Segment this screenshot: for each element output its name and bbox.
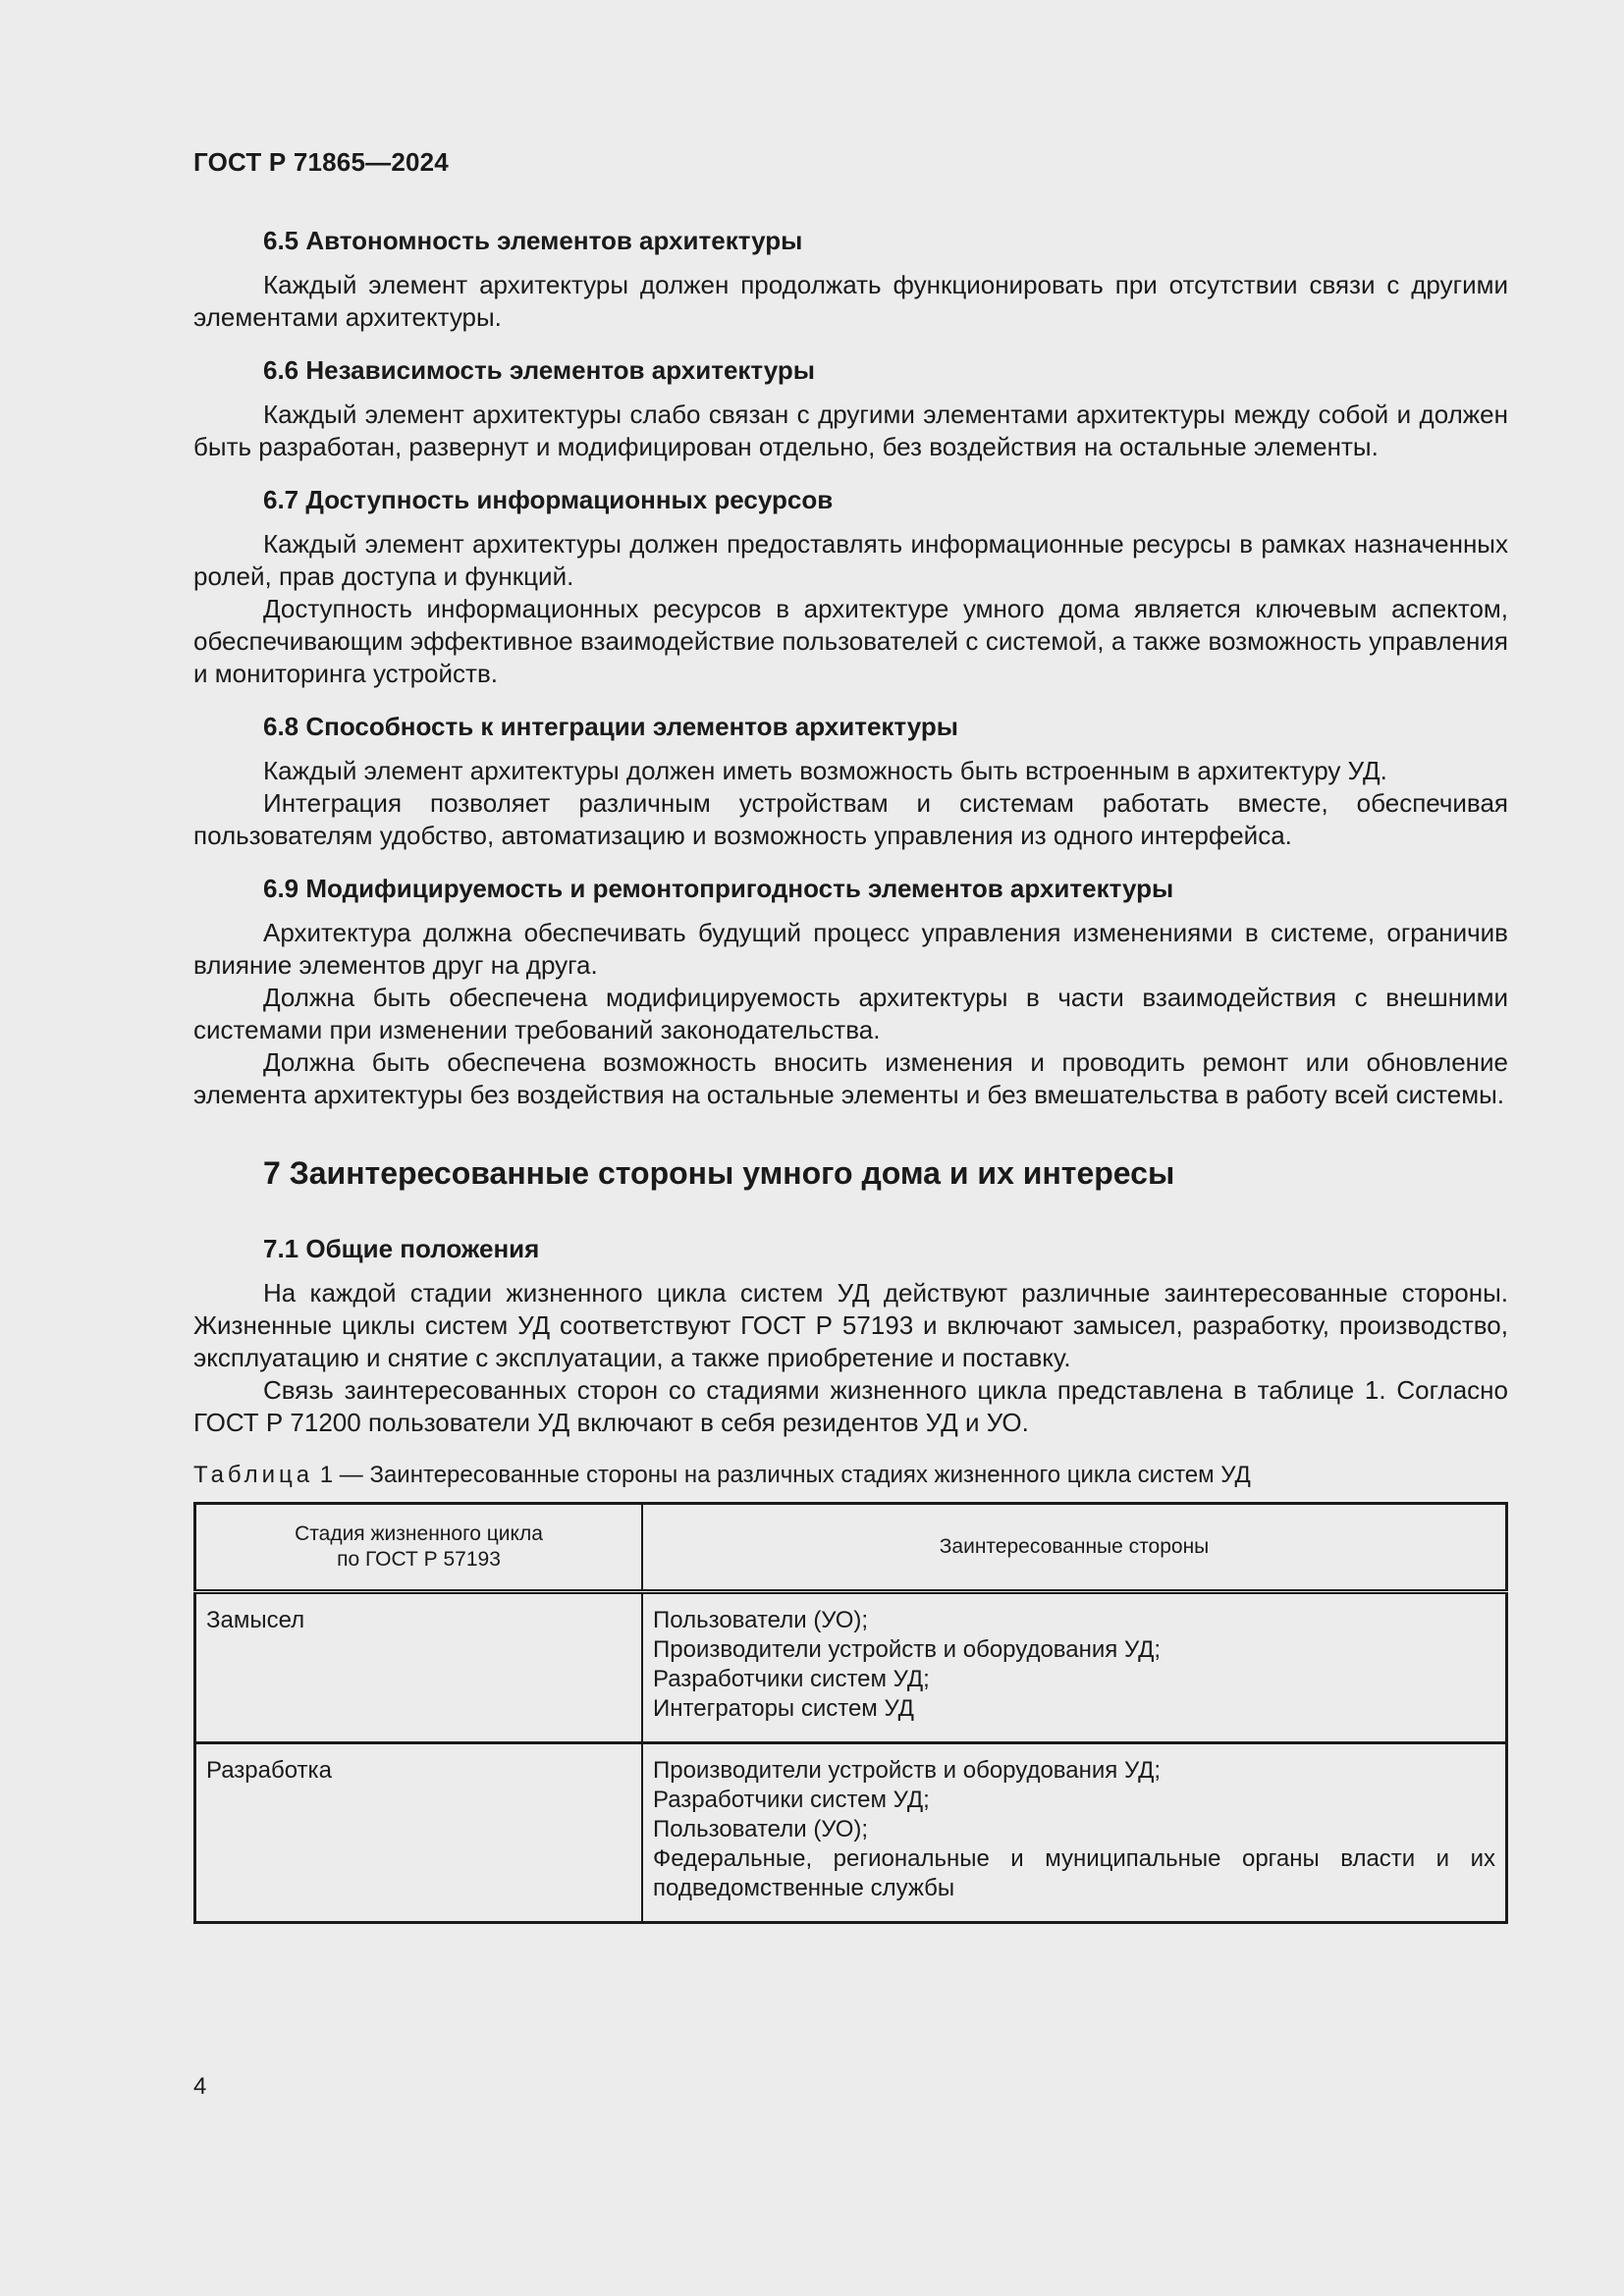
stakeholder-line: Производители устройств и оборудования УД; xyxy=(653,1757,1162,1784)
table-header-row xyxy=(195,1504,1507,1592)
table-caption-text: 1 — Заинтересованные стороны на различных стадиях жизненного цикла систем УД xyxy=(319,1462,1251,1488)
column-header-stage xyxy=(195,1504,643,1592)
paragraph: Каждый элемент архитектуры должен иметь возможность быть встроенным в архитектуру УД. xyxy=(263,756,1387,785)
table-caption xyxy=(193,1461,1508,1490)
paragraph: Архитектура должна обеспечивать будущий процесс управления изменениями в системе, ограничив влияние элементов друг на друга. xyxy=(193,918,1508,980)
section-6-7 xyxy=(193,483,1508,690)
paragraph: Должна быть обеспечена возможность вносить изменения и проводить ремонт или обновление элемента архитектуры без воздействия на остальные элементы и без вмешательства в работу всей системы. xyxy=(193,1047,1508,1109)
stakeholder-line: Федеральные, региональные и муниципальные органы власти и их подведомственные службы xyxy=(653,1845,1495,1901)
stage-cell: Разработка xyxy=(195,1743,643,1923)
stakeholders-cell xyxy=(642,1592,1507,1743)
subsection-title: 7.1 Общие положения xyxy=(263,1234,540,1263)
stakeholder-line: Пользователи (УО); xyxy=(653,1607,869,1633)
stakeholder-line: Разработчики систем УД; xyxy=(653,1787,930,1813)
stakeholders-cell xyxy=(642,1743,1507,1923)
stakeholder-line: Пользователи (УО); xyxy=(653,1816,869,1842)
paragraph: Интеграция позволяет различным устройствам и системам работать вместе, обеспечивая пользователям удобство, автоматизацию и возможность управления из одного интерфейса. xyxy=(193,788,1508,850)
stakeholders-table xyxy=(193,1502,1508,1924)
stakeholder-line: Разработчики систем УД; xyxy=(653,1666,930,1692)
section-6-9 xyxy=(193,872,1508,1111)
table-caption-word: Таблица xyxy=(193,1462,314,1488)
section-title: 6.5 Автономность элементов архитектуры xyxy=(263,226,803,255)
stakeholder-line: Производители устройств и оборудования УД; xyxy=(653,1636,1162,1663)
section-title: 6.9 Модифицируемость и ремонтопригодность элементов архитектуры xyxy=(263,874,1174,903)
paragraph: Должна быть обеспечена модифицируемость архитектуры в части взаимодействия с внешними системами при изменении требований законодательства. xyxy=(193,983,1508,1044)
column-header-line: Стадия жизненного цикла xyxy=(295,1522,543,1545)
section-6-5 xyxy=(193,224,1508,334)
paragraph: Доступность информационных ресурсов в архитектуре умного дома является ключевым аспектом, обеспечивающим эффективное взаимодействие пользователей с системой, а также возможность управления и мониторинга устройств. xyxy=(193,594,1508,688)
section-6-8 xyxy=(193,710,1508,852)
stage-cell: Замысел xyxy=(195,1592,643,1743)
section-title: 6.7 Доступность информационных ресурсов xyxy=(263,485,834,514)
section-title: 6.8 Способность к интеграции элементов архитектуры xyxy=(263,712,959,741)
paragraph: Каждый элемент архитектуры слабо связан с другими элементами архитектуры между собой и должен быть разработан, развернут и модифицирован отдельно, без воздействия на остальные элементы. xyxy=(193,400,1508,461)
table-row xyxy=(195,1743,1507,1923)
chapter-title: 7 Заинтересованные стороны умного дома и их интересы xyxy=(263,1155,1175,1191)
column-header-stakeholders: Заинтересованные стороны xyxy=(642,1504,1507,1592)
paragraph: Каждый элемент архитектуры должен предоставлять информационные ресурсы в рамках назначенных ролей, прав доступа и функций. xyxy=(193,529,1508,591)
page-content xyxy=(193,224,1508,1924)
section-title: 6.6 Независимость элементов архитектуры xyxy=(263,355,815,385)
document-header: ГОСТ Р 71865—2024 xyxy=(193,147,449,177)
paragraph: Связь заинтересованных сторон со стадиями жизненного цикла представлена в таблице 1. Согласно ГОСТ Р 71200 пользователи УД включают в себя резидентов УД и УО. xyxy=(193,1375,1508,1437)
column-header-line: по ГОСТ Р 57193 xyxy=(337,1548,501,1571)
paragraph: Каждый элемент архитектуры должен продолжать функционировать при отсутствии связи с другими элементами архитектуры. xyxy=(193,270,1508,332)
page-number: 4 xyxy=(193,2073,207,2100)
paragraph: На каждой стадии жизненного цикла систем УД действуют различные заинтересованные стороны. Жизненные циклы систем УД соответствуют ГОСТ Р 57193 и включают замысел, разработку, производство, эксплуатацию и снятие с эксплуатации, а также приобретение и поставку. xyxy=(193,1278,1508,1372)
section-6-6 xyxy=(193,353,1508,463)
table-row xyxy=(195,1592,1507,1743)
stakeholder-line: Интеграторы систем УД xyxy=(653,1695,914,1722)
